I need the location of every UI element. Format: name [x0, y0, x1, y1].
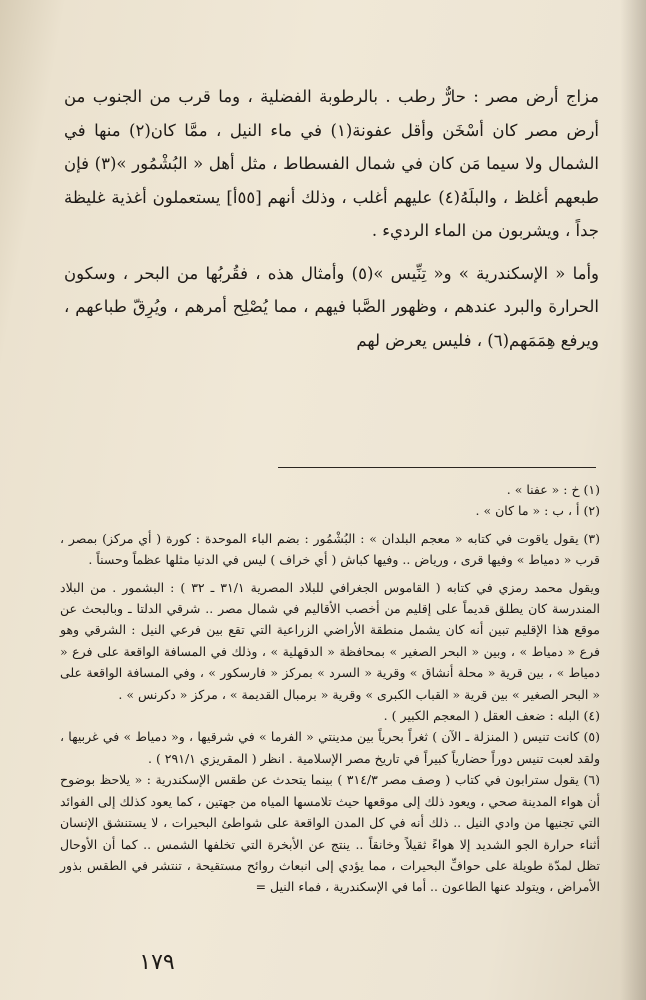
footnote-separator [278, 467, 596, 468]
page-edge-shadow [620, 0, 646, 1000]
footnote-4: (٤) البله : ضعف العقل ( المعجم الكبير ) . [383, 708, 600, 724]
footnotes [60, 479, 600, 898]
footnote-3: (٣) يقول ياقوت في كتابه « معجم البلدان » : البُشْمُور : بضم الباء الموحدة : كورة ( أي مركز) بمصر ، قرب « دمياط » وفيها قرى ، ورياض .. وفيها كباش ( أي خراف ) ليس في الدنيا مثلها عظماً وحسناً . [60, 530, 600, 568]
page-number: ١٧٩ [139, 950, 175, 975]
footnote-3-continued: ويقول محمد رمزي في كتابه ( القاموس الجغرافي للبلاد المصرية ٣١/١ ـ ٣٢ ) : البشمور . من البلاد المندرسة كان يطلق قديماً على إقليم من أخصب الأقاليم في شمال مصر .. شرقي الدلتا ـ وبالبحث عن موقع هذا الإقليم تبين أنه كان يشمل منطقة الأراضي الزراعية التي تقع بين فرعي النيل : الشرقي وهو فرع « دمياط » ، وبين « البحر الصغير » بمحافظة « الدقهلية » ، وذلك في المسافة الواقعة على فرع « دمياط » ، بين قرية « محلة أنشاق » وقرية « السرد » بمركز « فارسكور » ، وفي المسافة الواقعة على « البحر الصغير » بين قرية « القباب الكبرى » وقرية « برمبال القديمة » ، مركز « دكرنس » . [60, 579, 601, 702]
main-paragraph-1: مزاج أرض مصر : حارٌّ رطب . بالرطوبة الفضلية ، وما قرب من الجنوب من أرض مصر كان أسْخَن وأقل عفونة(١) في ماء النيل ، ممَّا كان(٢) منها في الشمال ولا سيما مَن كان في شمال الفسطاط ، مثل أهل « البُشْمُور »(٣) فإن طبعهم أغلظ ، والبلَهُ(٤) عليهم أغلب ، وذلك أنهم [٥٥أ] يستعملون أغذية غليظة جداً ، ويشربون من الماء الرديء . [64, 87, 600, 240]
main-paragraph-2: وأما « الإسكندرية » و« تِنِّيس »(٥) وأمثال هذه ، فقُربُها من البحر ، وسكون الحرارة والبرد عندهم ، وظهور الصَّبا فيهم ، مما يُصْلِح أمرهم ، ويُرِقّ طباعهم ، ويرفع هِمَمَهم(٦) ، فليس يعرض لهم [64, 263, 599, 350]
footnote-1: (١) خ : « عفنا » . [506, 482, 600, 497]
footnote-2: (٢) أ ، ب : « ما كان » . [475, 503, 600, 519]
main-text [64, 80, 599, 357]
footnote-6: (٦) يقول سترابون في كتاب ( وصف مصر ٣١٤/٣ ) بينما يتحدث عن طقس الإسكندرية : « يلاحظ بوضوح أن هواء المدينة صحي ، ويعود ذلك إلى موقعها حيث تلامسها المياه من جهتين ، كما يعود كذلك إلى الفوائد التي تجنيها من وادي النيل .. ذلك أنه في كل المدن الواقعة على شواطئ البحيرات ، لا يستنشق الإنسان أثناء حرارة الجو الشديد إلا هواءً ثقيلاً وخانقاً .. ينتج عن الأبخرة التي تخلفها الشمس .. كما أن الأوحال تظل لمدّة طويلة على حوافِّ البحيرات ، مما يؤدي إلى انبعاث روائح مستقيحة ، تنتشر في الطقس بذور الأمراض ، ويتولد عنها الطاعون .. أما في الإسكندرية ، فماء النيل = [60, 772, 600, 895]
footnote-5: (٥) كانت تنيس ( المنزلة ـ الآن ) ثغراً بحرياً بين مدينتي « الفرما » في شرقيها ، و« دمياط » في غربيها ، ولقد لعبت تنيس دوراً حضارياً كبيراً في تاريخ مصر الإسلامية . انظر ( المقريزي ٢٩١/١ ) . [60, 729, 600, 766]
